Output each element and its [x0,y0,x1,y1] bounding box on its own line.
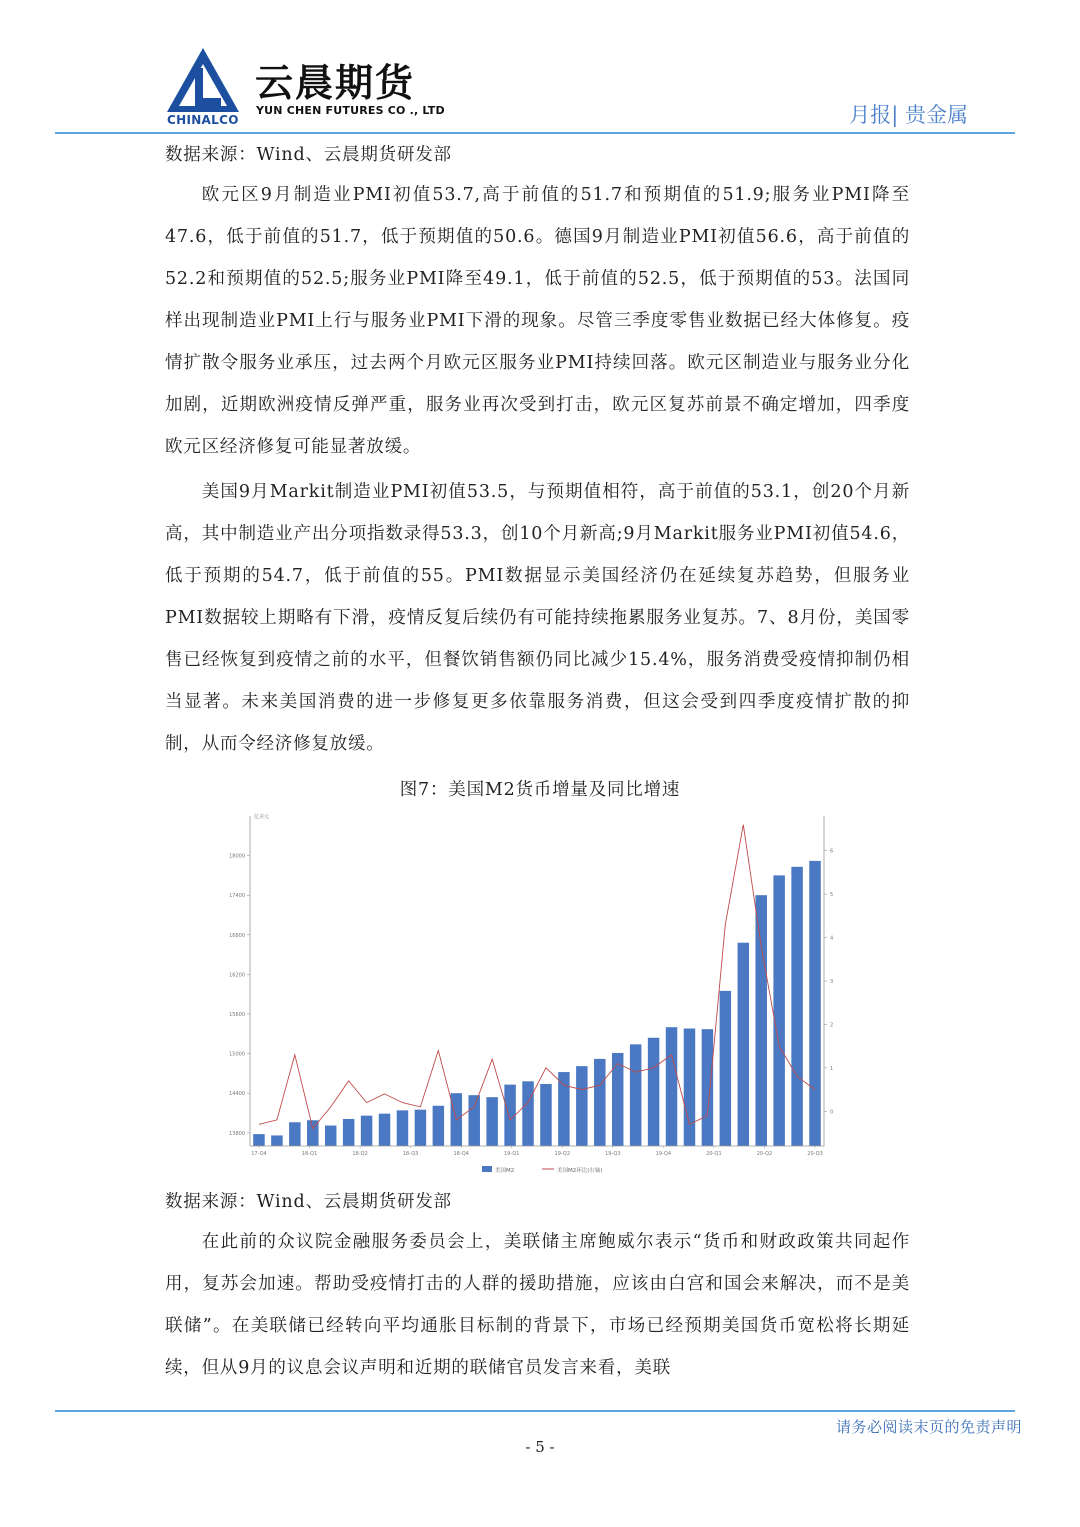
x-tick-label: 20-Q3 [807,1151,823,1157]
bar [504,1085,515,1146]
bar [720,991,731,1146]
bar [361,1116,372,1146]
y-left-tick-label: 16800 [229,932,245,939]
y-left-tick-label: 18000 [229,853,245,860]
bar [558,1072,569,1146]
y-right-tick-label: 6 [830,848,834,855]
y-right-tick-label: 5 [830,892,834,899]
page-number: - 5 - [525,1438,555,1456]
company-name-cn: 云晨期货 [255,61,416,105]
legend-label-bar: 美国M2 [495,1168,515,1174]
legend-swatch-bar [482,1166,492,1172]
bar [433,1106,444,1146]
unit-label: 亿美元 [254,814,270,820]
bar [343,1119,354,1146]
bar [522,1081,533,1146]
bar [594,1059,605,1146]
bar [397,1110,408,1146]
bar [576,1066,587,1146]
company-logo-icon [165,46,241,116]
page-header [0,0,1080,140]
bar [271,1135,282,1146]
bar [468,1095,479,1146]
bar [325,1126,336,1146]
disclaimer-link[interactable]: 请务必阅读末页的免责声明 [835,1418,1022,1436]
x-tick-label: 20-Q1 [706,1151,722,1157]
x-tick-label: 19-Q3 [605,1151,621,1157]
x-tick-label: 19-Q1 [503,1151,520,1157]
x-tick-label: 20-Q2 [756,1151,773,1157]
paragraph-fed: 在此前的众议院金融服务委员会上，美联储主席鲍威尔表示“货币和财政政策共同起作用，复苏会加速。帮助受疫情打击的人群的援助措施，应该由白宫和国会来解决，而不是美联储”。在美联储已经转向平均通胀目标制的背景下，市场已经预期美国货币宽松将长期延续，但从9月的议息会议声明和近期的联储官员发言来看，美联 [165,1232,910,1378]
line-series-m2-mom [259,825,815,1129]
bar [486,1097,497,1146]
paragraph-eurozone-pmi: 欧元区9月制造业PMI初值53.7,高于前值的51.7和预期值的51.9;服务业PMI降至47.6，低于前值的51.7，低于预期值的50.6。德国9月制造业PMI初值56.6，高于前值的52.2和预期值的52.5;服务业PMI降至49.1，低于前值的52.5，低于预期值的53。法国同样出现制造业PMI上行与服务业PMI下滑的现象。尽管三季度零售业数据已经大体修复。疫情扩散令服务业承压，过去两个月欧元区服务业PMI持续回落。欧元区制造业与服务业分化加剧，近期欧洲疫情反弹严重，服务业再次受到打击，欧元区复苏前景不确定增加，四季度欧元区经济修复可能显著放缓。 [165,185,910,457]
bar [630,1044,641,1146]
x-tick-label: 19-Q2 [554,1151,571,1157]
x-tick-label: 17-Q4 [251,1151,267,1157]
source-note-bottom: 数据来源：Wind、云晨期货研发部 [165,1192,452,1212]
bar [666,1027,677,1146]
y-left-tick-label: 16200 [229,972,245,979]
x-tick-label: 18-Q2 [352,1151,368,1157]
footer-divider [55,1410,1015,1412]
bar [379,1114,390,1146]
y-right-tick-label: 3 [830,979,834,985]
header-divider [55,132,1015,134]
bar [702,1029,713,1146]
legend-label-line: 美国M2环比(右轴) [557,1168,603,1174]
figure-title: 图7：美国M2货币增量及同比增速 [399,780,681,800]
bar [755,895,766,1146]
bar [773,875,784,1146]
bar [684,1029,695,1146]
x-tick-label: 18-Q1 [301,1151,318,1157]
bar [809,861,820,1146]
paragraph-us-pmi: 美国9月Markit制造业PMI初值53.5，与预期值相符，高于前值的53.1，创20个月新高，其中制造业产出分项指数录得53.3，创10个月新高;9月Markit服务业PMI初值54.6，低于预期的54.7，低于前值的55。PMI数据显示美国经济仍在延续复苏趋势，但服务业PMI数据较上期略有下滑，疫情反复后续仍有可能持续拖累服务业复苏。7、8月份，美国零售已经恢复到疫情之前的水平，但餐饮销售额仍同比减少15.4%，服务消费受疫情抑制仍相当显著。未来美国消费的进一步修复更多依靠服务消费，但这会受到四季度疫情扩散的抑制，从而令经济修复放缓。 [165,482,910,754]
y-left-tick-label: 14400 [229,1091,245,1098]
source-note-top: 数据来源：Wind、云晨期货研发部 [165,145,452,165]
company-name-en: YUN CHEN FUTURES CO ., LTD [256,104,445,117]
bar [648,1038,659,1146]
x-tick-label: 18-Q3 [402,1151,419,1157]
brand-name: CHINALCO [167,113,239,127]
bar [791,867,802,1146]
y-right-tick-label: 4 [830,935,834,942]
y-left-tick-label: 13800 [229,1130,245,1137]
y-right-tick-label: 0 [830,1109,834,1116]
bar [289,1122,300,1146]
y-left-tick-label: 15600 [229,1012,245,1018]
bar [612,1053,623,1146]
report-tag: 月报| 贵金属 [849,103,968,127]
y-left-tick-label: 17400 [229,893,245,900]
y-right-tick-label: 1 [830,1065,834,1072]
bar [540,1084,551,1146]
bar [415,1110,426,1146]
m2-chart [224,808,854,1180]
bar [738,943,749,1146]
y-left-tick-label: 15000 [229,1051,245,1058]
x-tick-label: 18-Q4 [453,1151,469,1157]
y-right-tick-label: 2 [830,1022,834,1029]
bar [253,1134,264,1146]
x-tick-label: 19-Q4 [655,1151,672,1157]
